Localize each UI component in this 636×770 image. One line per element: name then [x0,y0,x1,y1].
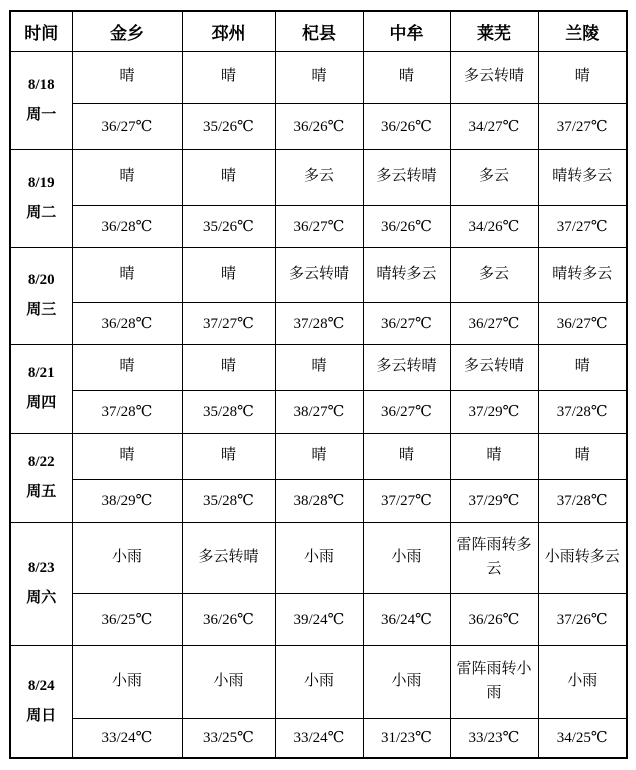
table-row-weather [10,247,627,302]
header-city-laiwu: 莱芜 [450,11,538,51]
temperature-cell: 36/26℃ [363,103,450,149]
weather-condition-cell: 小雨 [182,645,275,718]
temperature-cell: 36/27℃ [363,390,450,433]
temperature-cell: 34/25℃ [538,718,627,758]
weather-condition-cell: 晴 [72,149,182,205]
weather-condition-cell: 晴 [182,149,275,205]
temperature-cell: 37/26℃ [538,593,627,645]
weather-condition-cell: 晴 [275,344,363,390]
temperature-cell: 37/29℃ [450,390,538,433]
temperature-cell: 36/26℃ [450,593,538,645]
table-row-temperature [10,103,627,149]
temperature-cell: 33/25℃ [182,718,275,758]
temperature-cell: 37/27℃ [182,302,275,344]
weather-condition-cell: 多云转晴 [450,51,538,103]
temperature-cell: 36/28℃ [72,302,182,344]
weather-condition-cell: 晴 [182,344,275,390]
weekday-label: 周四 [26,395,57,411]
weekday-label: 周一 [26,106,57,123]
temperature-cell: 37/28℃ [275,302,363,344]
weekday-label: 周五 [26,484,57,500]
header-time-label: 时间 [10,11,72,51]
date-label: 8/19 [27,174,55,191]
weather-condition-cell: 晴 [450,433,538,479]
temperature-cell: 36/26℃ [275,103,363,149]
date-label: 8/21 [27,365,55,381]
temperature-cell: 36/27℃ [363,302,450,344]
weather-condition-cell: 小雨 [538,645,627,718]
weather-condition-cell: 晴转多云 [363,247,450,302]
date-cell [10,645,72,758]
weather-condition-cell: 小雨 [275,645,363,718]
weather-condition-cell: 晴转多云 [538,149,627,205]
weather-condition-cell: 小雨转多云 [538,522,627,593]
date-label: 8/24 [27,677,55,694]
weather-condition-cell: 晴 [538,51,627,103]
temperature-cell: 35/28℃ [182,390,275,433]
table-row-temperature [10,205,627,247]
weather-condition-cell: 小雨 [363,522,450,593]
temperature-cell: 36/25℃ [72,593,182,645]
header-city-zhongmu: 中牟 [363,11,450,51]
date-label: 8/20 [27,272,55,288]
temperature-cell: 39/24℃ [275,593,363,645]
weather-condition-cell: 小雨 [363,645,450,718]
weather-condition-cell: 晴转多云 [538,247,627,302]
temperature-cell: 35/26℃ [182,103,275,149]
header-row [10,11,627,51]
temperature-cell: 37/29℃ [450,479,538,522]
weather-condition-cell: 晴 [538,433,627,479]
date-cell [10,522,72,645]
table-row-temperature [10,302,627,344]
temperature-cell: 38/27℃ [275,390,363,433]
temperature-cell: 36/27℃ [72,103,182,149]
table-row-weather [10,433,627,479]
weather-condition-cell: 小雨 [275,522,363,593]
weather-condition-cell: 晴 [182,433,275,479]
weather-condition-cell: 晴 [72,344,182,390]
temperature-cell: 36/27℃ [275,205,363,247]
weather-condition-cell: 多云转晴 [363,149,450,205]
temperature-cell: 34/26℃ [450,205,538,247]
weather-condition-cell: 晴 [182,247,275,302]
temperature-cell: 38/29℃ [72,479,182,522]
temperature-cell: 37/28℃ [72,390,182,433]
header-city-lanling: 兰陵 [538,11,627,51]
temperature-cell: 34/27℃ [450,103,538,149]
weather-condition-cell: 多云 [275,149,363,205]
table-row-temperature [10,390,627,433]
table-row-weather [10,645,627,718]
table-row-temperature [10,718,627,758]
weather-forecast-table [9,10,628,759]
date-label: 8/22 [27,454,55,470]
header-city-jinxiang: 金乡 [72,11,182,51]
weather-condition-cell: 晴 [72,433,182,479]
date-cell [10,247,72,344]
weather-condition-cell: 晴 [275,433,363,479]
weather-condition-cell: 小雨 [72,522,182,593]
temperature-cell: 33/23℃ [450,718,538,758]
weather-condition-cell: 晴 [275,51,363,103]
table-row-weather [10,344,627,390]
date-cell [10,344,72,433]
temperature-cell: 36/26℃ [182,593,275,645]
weather-condition-cell: 雷阵雨转多云 [450,522,538,593]
temperature-cell: 36/27℃ [450,302,538,344]
temperature-cell: 33/24℃ [72,718,182,758]
temperature-cell: 37/28℃ [538,390,627,433]
weekday-label: 周三 [26,302,57,318]
weather-condition-cell: 晴 [182,51,275,103]
table-row-weather [10,51,627,103]
temperature-cell: 35/26℃ [182,205,275,247]
temperature-cell: 37/27℃ [538,103,627,149]
weather-condition-cell: 晴 [363,51,450,103]
table-row-temperature [10,593,627,645]
date-cell [10,433,72,522]
temperature-cell: 38/28℃ [275,479,363,522]
date-cell [10,51,72,149]
date-cell [10,149,72,247]
header-city-pizhou: 邳州 [182,11,275,51]
weather-condition-cell: 多云转晴 [182,522,275,593]
weather-condition-cell: 晴 [363,433,450,479]
weather-condition-cell: 多云 [450,149,538,205]
weekday-label: 周日 [26,707,57,724]
weather-condition-cell: 晴 [72,51,182,103]
weather-condition-cell: 多云 [450,247,538,302]
weekday-label: 周六 [26,590,57,606]
header-city-qixian: 杞县 [275,11,363,51]
date-label: 8/18 [27,76,55,93]
date-label: 8/23 [27,560,55,576]
temperature-cell: 36/28℃ [72,205,182,247]
temperature-cell: 37/28℃ [538,479,627,522]
weather-condition-cell: 晴 [538,344,627,390]
temperature-cell: 31/23℃ [363,718,450,758]
weather-condition-cell: 雷阵雨转小雨 [450,645,538,718]
weather-condition-cell: 晴 [72,247,182,302]
table-row-temperature [10,479,627,522]
weather-condition-cell: 多云转晴 [450,344,538,390]
weekday-label: 周二 [26,204,57,221]
table-row-weather [10,522,627,593]
weather-condition-cell: 多云转晴 [275,247,363,302]
temperature-cell: 33/24℃ [275,718,363,758]
weather-condition-cell: 小雨 [72,645,182,718]
table-row-weather [10,149,627,205]
temperature-cell: 36/26℃ [363,205,450,247]
temperature-cell: 35/28℃ [182,479,275,522]
weather-condition-cell: 多云转晴 [363,344,450,390]
temperature-cell: 37/27℃ [363,479,450,522]
temperature-cell: 36/27℃ [538,302,627,344]
temperature-cell: 36/24℃ [363,593,450,645]
temperature-cell: 37/27℃ [538,205,627,247]
